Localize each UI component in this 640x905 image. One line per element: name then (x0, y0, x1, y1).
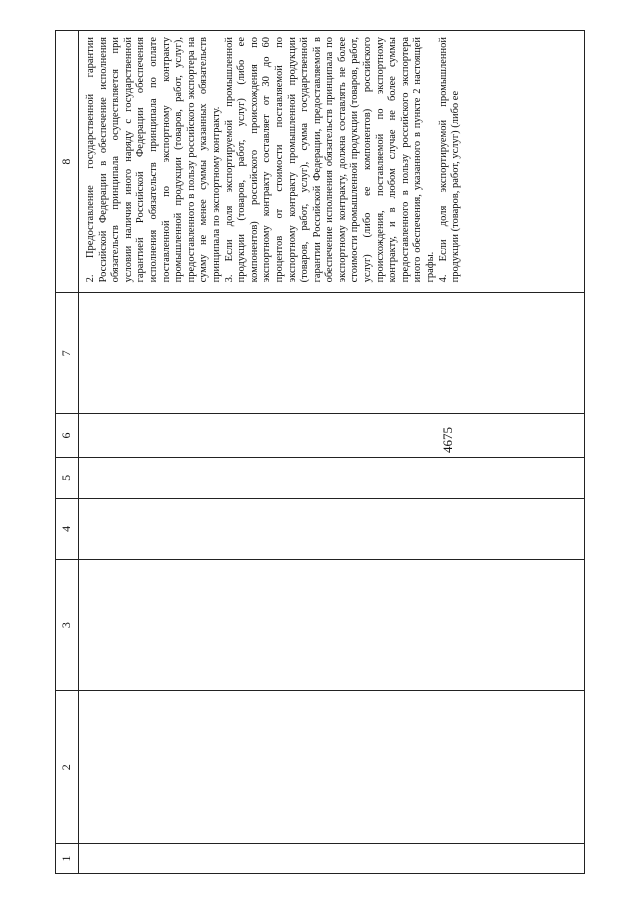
table-cell-4 (79, 498, 584, 559)
paragraph-3: 3. Если доля экспортируемой промышленной продукции (товаров, работ, услуг) (либо ее компонентов) российского происхождения по экспортному контракту составляет от 30 до 60 процентов от стоимости поставляемой по экспортному контракту промышленной продукции (товаров, работ, услуг), сумма государственной гарантии Российской Федерации, предоставляемой в обеспечение исполнения обязательств принципала по экспортному контракту, должна составлять не более стоимости промышленной продукции (товаров, работ, услуг) (либо ее компонентов) российского происхождения, поставляемой по экспортному контракту, и в любом случае не более суммы предоставленного в пользу российского экспортера иного обеспечения, указанного в пункте 2 настоящей графы. (223, 37, 437, 283)
column-header-5: 5 (56, 457, 78, 498)
column-header-8: 8 (59, 158, 73, 165)
table-cell-3 (79, 559, 584, 691)
table-cell-5 (79, 457, 584, 498)
column-header-2: 2 (56, 690, 78, 843)
column-header-4: 4 (56, 498, 78, 559)
table-cell-1 (79, 843, 584, 873)
table-cell-8 (79, 31, 584, 292)
column-header-1: 1 (56, 843, 78, 873)
table-body-row (79, 31, 584, 873)
table-header-row (56, 31, 79, 873)
column-header-3: 3 (56, 559, 78, 691)
paragraph-4: 4. Если доля экспортируемой промышленной продукции (товаров, работ, услуг) (либо ее (437, 37, 462, 283)
document-table (55, 30, 585, 874)
paragraph-2: 2. Предоставление государственной гарантии Российской Федерации в обеспечение исполнения обязательств принципала осуществляется при условии наличия иного наряду с государственной гарантией Российской Федерации обеспечения исполнения обязательств принципала по оплате поставленной по экспортному контракту промышленной продукции (товаров, работ, услуг), предоставленного в пользу российского экспортера на сумму не менее суммы указанных обязательств принципала по экспортному контракту. (85, 37, 222, 283)
column-header-6: 6 (56, 413, 78, 457)
table-cell-6 (79, 413, 584, 457)
table-cell-7 (79, 292, 584, 413)
page-number: 4675 (440, 427, 455, 453)
column-header-7: 7 (56, 292, 78, 413)
table-cell-2 (79, 690, 584, 843)
